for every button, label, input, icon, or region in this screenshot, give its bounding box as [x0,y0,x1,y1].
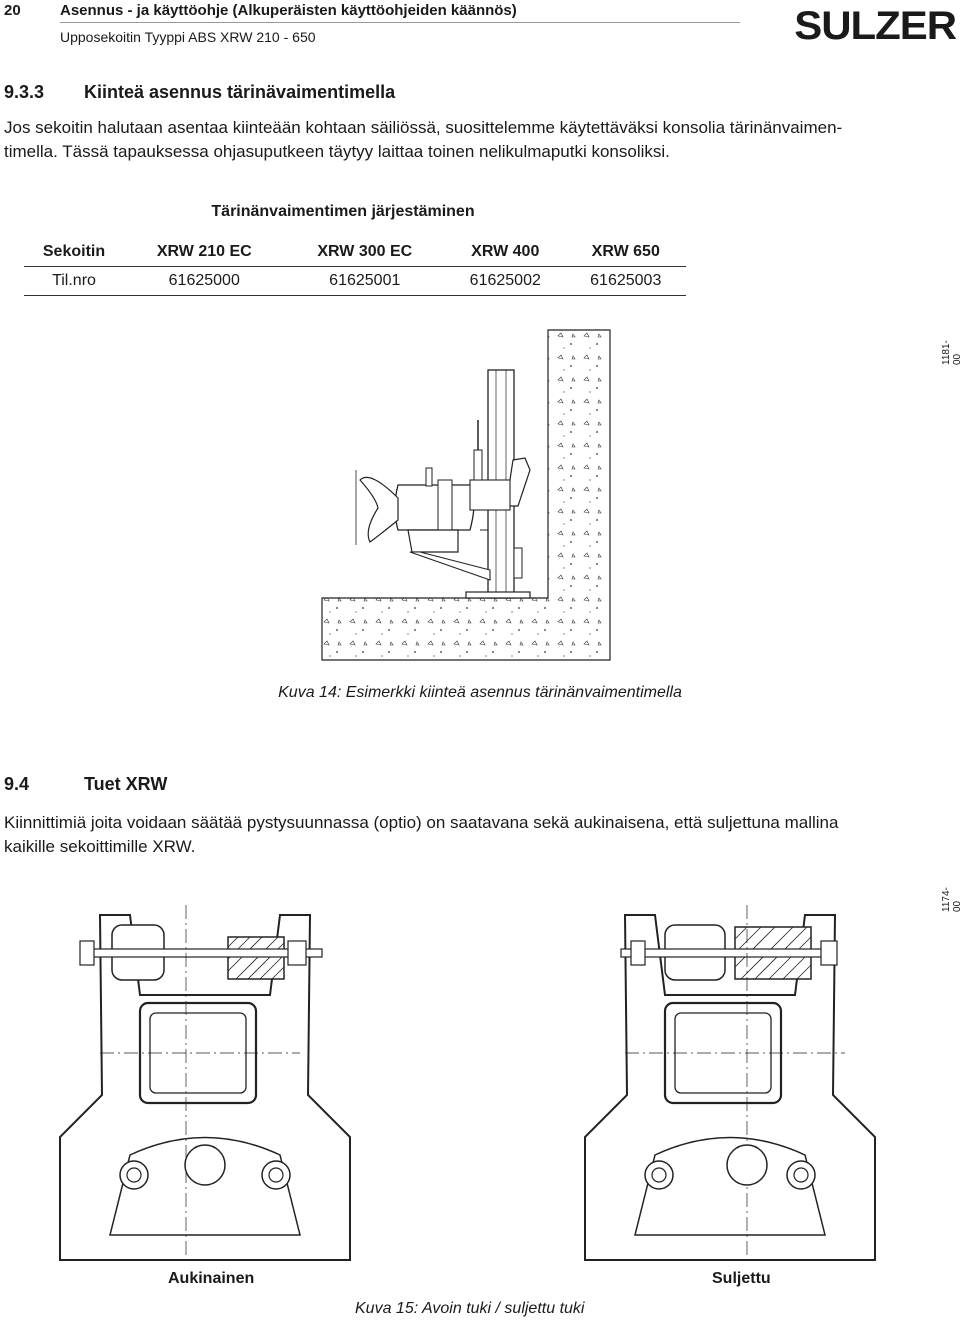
closed-support-label: Suljettu [712,1270,771,1287]
document-title: Asennus - ja käyttöohje (Alkuperäisten käyttöohjeiden käännös) [60,2,517,19]
table-cell: 61625001 [285,267,446,296]
table-cell: 61625002 [445,267,565,296]
table-header-cell: XRW 650 [566,238,687,267]
figure-caption: Kuva 15: Avoin tuki / suljettu tuki [355,1300,585,1317]
damper-table [24,238,686,296]
section-paragraph-line: Kiinnittimiä joita voidaan säätää pystysuunnassa (optio) on saatavana sekä aukinaisena, että suljettuna mallina [4,813,839,832]
open-support-label: Aukinainen [168,1270,255,1287]
table-header-cell: Sekoitin [24,238,124,267]
table-row [24,267,686,296]
figure-id: 1181-00 [941,340,963,365]
section-number: 9.3.3 [4,82,45,102]
section-number: 9.4 [4,774,30,794]
sulzer-logo: SULZER [794,4,956,48]
table-header-cell: XRW 300 EC [285,238,446,267]
table-cell: Til.nro [24,267,124,296]
page-number: 20 [4,2,21,19]
table-caption: Tärinänvaimentimen järjestäminen [211,203,475,220]
section-title: Tuet XRW [84,774,168,794]
hatched-block [228,937,284,979]
bolt [621,949,835,957]
table-header-cell: XRW 210 EC [124,238,285,267]
table-cell: 61625000 [124,267,285,296]
table-cell: 61625003 [566,267,687,296]
document-subtitle: Upposekoitin Tyyppi ABS XRW 210 - 650 [60,29,316,45]
damper-console [408,530,458,552]
header-divider [60,22,740,23]
open-support-drawing [40,905,380,1260]
section-paragraph-line: timella. Tässä tapauksessa ohjasuputkeen täytyy laittaa toinen nelikulmaputki konsoliksi. [4,142,670,161]
table-header-row [24,238,686,267]
figure-id: 1174-00 [941,887,963,912]
section-paragraph-line: kaikille sekoittimille XRW. [4,837,196,856]
figure-caption: Kuva 14: Esimerkki kiinteä asennus tärinänvaimentimella [278,684,682,701]
table-header-cell: XRW 400 [445,238,565,267]
mixer-installation-drawing [320,330,620,665]
section-paragraph-line: Jos sekoitin halutaan asentaa kiinteään kohtaan säiliössä, suosittelemme käytettäväksi konsolia tärinänvaimen- [4,118,843,137]
closed-support-drawing [565,905,905,1260]
mixer-motor [395,485,474,530]
bolt [86,949,322,957]
section-title: Kiinteä asennus tärinävaimentimella [84,82,396,102]
propeller [360,477,398,542]
